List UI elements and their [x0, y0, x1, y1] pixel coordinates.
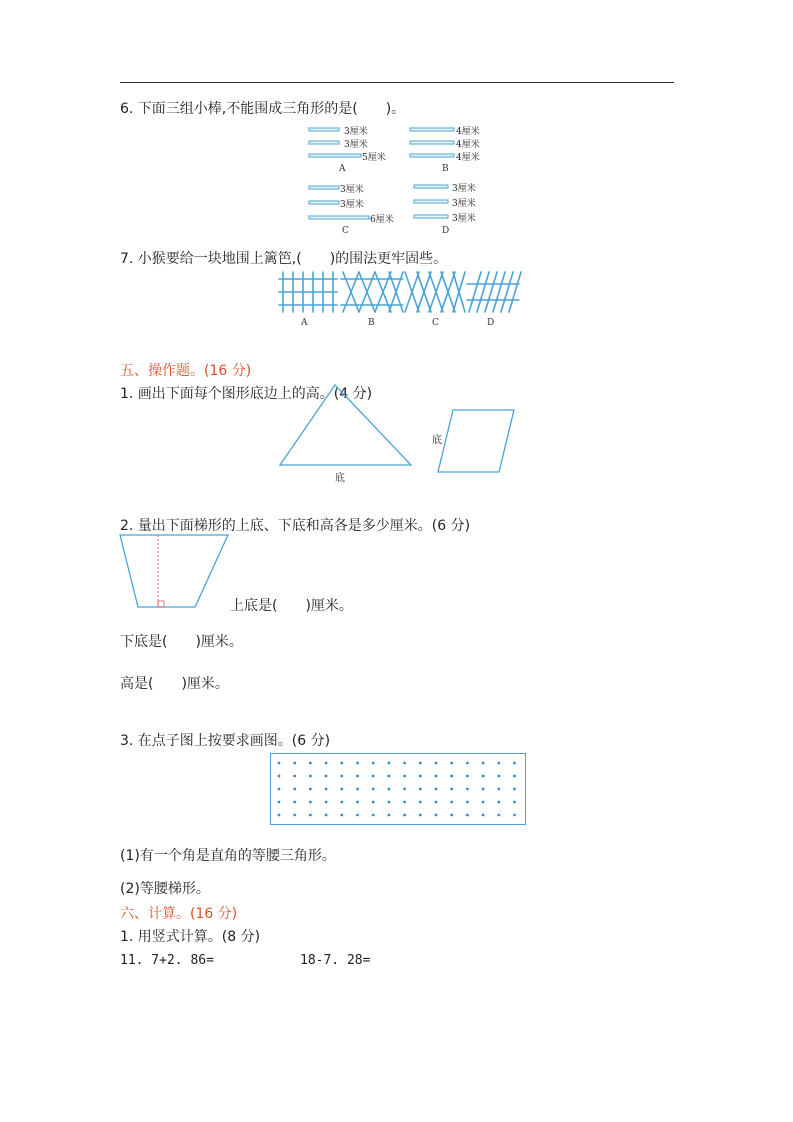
option-label: C	[432, 318, 439, 328]
grid-dot[interactable]	[450, 801, 453, 804]
grid-dot[interactable]	[419, 762, 422, 765]
option-label: B	[368, 318, 375, 328]
grid-dot[interactable]	[466, 801, 469, 804]
grid-dot[interactable]	[372, 775, 375, 778]
grid-dot[interactable]	[278, 762, 281, 765]
grid-dot[interactable]	[356, 788, 359, 791]
sticks-figure	[300, 122, 500, 237]
grid-dot[interactable]	[466, 762, 469, 765]
dot-grid[interactable]	[271, 754, 525, 824]
dot-grid-box[interactable]	[270, 753, 526, 825]
stick-c2	[309, 201, 339, 204]
stick-d2	[414, 200, 448, 203]
stick-b3	[410, 154, 454, 157]
grid-dot[interactable]	[325, 801, 328, 804]
grid-dot[interactable]	[372, 788, 375, 791]
stick-label: 4厘米	[456, 153, 480, 163]
fence-c	[405, 272, 465, 312]
option-label: A	[301, 318, 308, 328]
grid-dot[interactable]	[435, 775, 438, 778]
question-7: 7. 小猴要给一块地围上篱笆,( )的围法更牢固些。	[120, 251, 448, 267]
top-rule	[120, 82, 674, 83]
grid-dot[interactable]	[482, 775, 485, 778]
grid-dot[interactable]	[497, 788, 500, 791]
fence-b	[341, 272, 403, 312]
grid-dot[interactable]	[340, 801, 343, 804]
stick-label: 3厘米	[344, 140, 368, 150]
grid-dot[interactable]	[450, 775, 453, 778]
bottom-base-answer: 下底是( )厘米。	[120, 634, 243, 650]
right-angle-mark	[158, 601, 164, 607]
option-label: D	[442, 226, 450, 236]
grid-dot[interactable]	[309, 814, 312, 817]
grid-dot[interactable]	[309, 775, 312, 778]
option-label: A	[339, 164, 346, 174]
grid-dot[interactable]	[466, 775, 469, 778]
grid-dot[interactable]	[340, 762, 343, 765]
calc-expression-2: 18-7. 28=	[300, 953, 371, 968]
grid-dot[interactable]	[356, 762, 359, 765]
question-5-2: 2. 量出下面梯形的上底、下底和高各是多少厘米。(6 分)	[120, 518, 471, 534]
grid-dot[interactable]	[340, 788, 343, 791]
stick-label: 4厘米	[456, 140, 480, 150]
grid-dot[interactable]	[513, 788, 516, 791]
question-5-3: 3. 在点子图上按要求画图。(6 分)	[120, 733, 331, 749]
grid-dot[interactable]	[419, 788, 422, 791]
grid-dot[interactable]	[372, 801, 375, 804]
stick-a1	[309, 128, 339, 131]
grid-dot[interactable]	[388, 814, 391, 817]
grid-dot[interactable]	[482, 814, 485, 817]
stick-label: 3厘米	[340, 200, 364, 210]
grid-dot[interactable]	[419, 775, 422, 778]
fence-figure	[275, 270, 525, 315]
stick-a2	[309, 141, 339, 144]
option-label: D	[487, 318, 495, 328]
parallelogram-base-label: 底	[432, 435, 442, 446]
grid-dot[interactable]	[309, 788, 312, 791]
grid-dot[interactable]	[435, 788, 438, 791]
grid-dot[interactable]	[497, 801, 500, 804]
grid-dot[interactable]	[497, 762, 500, 765]
section-5-title: 五、操作题。(16 分)	[120, 363, 252, 379]
stick-label: 3厘米	[344, 127, 368, 137]
grid-dot[interactable]	[278, 788, 281, 791]
grid-dot[interactable]	[403, 801, 406, 804]
grid-dot[interactable]	[293, 775, 296, 778]
sub-question-1: (1)有一个角是直角的等腰三角形。	[120, 848, 336, 864]
trapezoid-shape	[120, 535, 228, 607]
grid-dot[interactable]	[435, 762, 438, 765]
grid-dot[interactable]	[372, 762, 375, 765]
shapes-figure	[275, 380, 525, 480]
grid-dot[interactable]	[450, 814, 453, 817]
stick-b2	[410, 141, 454, 144]
stick-b1	[410, 128, 454, 131]
grid-dot[interactable]	[309, 801, 312, 804]
grid-dot[interactable]	[293, 762, 296, 765]
sub-question-2: (2)等腰梯形。	[120, 881, 210, 897]
grid-dot[interactable]	[293, 814, 296, 817]
grid-dot[interactable]	[388, 775, 391, 778]
stick-a3	[309, 154, 361, 157]
grid-dot[interactable]	[388, 801, 391, 804]
grid-dot[interactable]	[325, 775, 328, 778]
stick-c3	[309, 216, 369, 219]
option-label: C	[342, 226, 349, 236]
grid-dot[interactable]	[466, 814, 469, 817]
grid-dot[interactable]	[278, 801, 281, 804]
trapezoid-figure	[118, 533, 233, 613]
grid-dot[interactable]	[482, 801, 485, 804]
grid-dot[interactable]	[450, 762, 453, 765]
calc-expression-1: 11. 7+2. 86=	[120, 953, 214, 968]
grid-dot[interactable]	[388, 788, 391, 791]
top-base-answer: 上底是( )厘米。	[230, 598, 353, 614]
grid-dot[interactable]	[325, 814, 328, 817]
grid-dot[interactable]	[435, 814, 438, 817]
stick-label: 3厘米	[452, 214, 476, 224]
grid-dot[interactable]	[325, 762, 328, 765]
stick-label: 3厘米	[452, 184, 476, 194]
option-label: B	[442, 164, 449, 174]
grid-dot[interactable]	[403, 788, 406, 791]
grid-dot[interactable]	[356, 814, 359, 817]
grid-dot[interactable]	[293, 801, 296, 804]
stick-d3	[414, 215, 448, 218]
grid-dot[interactable]	[435, 801, 438, 804]
grid-dot[interactable]	[325, 788, 328, 791]
grid-dot[interactable]	[482, 762, 485, 765]
stick-label: 3厘米	[452, 199, 476, 209]
grid-dot[interactable]	[497, 814, 500, 817]
stick-label: 6厘米	[370, 215, 394, 225]
question-5-1: 1. 画出下面每个图形底边上的高。(4 分)	[120, 386, 373, 402]
grid-dot[interactable]	[356, 775, 359, 778]
triangle-shape	[280, 385, 411, 465]
grid-dot[interactable]	[497, 775, 500, 778]
section-6-title: 六、计算。(16 分)	[120, 906, 238, 922]
grid-dot[interactable]	[340, 775, 343, 778]
grid-dot[interactable]	[403, 775, 406, 778]
grid-dot[interactable]	[513, 814, 516, 817]
stick-label: 4厘米	[456, 127, 480, 137]
grid-dot[interactable]	[293, 788, 296, 791]
question-6: 6. 下面三组小棒,不能围成三角形的是( )。	[120, 101, 406, 117]
stick-label: 5厘米	[362, 153, 386, 163]
grid-dot[interactable]	[482, 788, 485, 791]
grid-dot[interactable]	[450, 788, 453, 791]
grid-dot[interactable]	[403, 762, 406, 765]
grid-dot[interactable]	[513, 762, 516, 765]
fence-d	[467, 272, 521, 312]
grid-dot[interactable]	[466, 788, 469, 791]
triangle-base-label: 底	[335, 473, 345, 484]
parallelogram-shape	[438, 410, 514, 472]
grid-dot[interactable]	[278, 775, 281, 778]
grid-dot[interactable]	[419, 814, 422, 817]
grid-dot[interactable]	[372, 814, 375, 817]
grid-dot[interactable]	[278, 814, 281, 817]
grid-dot[interactable]	[403, 814, 406, 817]
grid-dot[interactable]	[513, 775, 516, 778]
fence-a	[279, 272, 337, 312]
grid-dot[interactable]	[419, 801, 422, 804]
stick-label: 3厘米	[340, 185, 364, 195]
stick-d1	[414, 185, 448, 188]
grid-dot[interactable]	[513, 801, 516, 804]
question-6-1: 1. 用竖式计算。(8 分)	[120, 929, 261, 945]
stick-c1	[309, 186, 339, 189]
grid-dot[interactable]	[388, 762, 391, 765]
grid-dot[interactable]	[356, 801, 359, 804]
grid-dot[interactable]	[340, 814, 343, 817]
height-answer: 高是( )厘米。	[120, 676, 229, 692]
grid-dot[interactable]	[309, 762, 312, 765]
